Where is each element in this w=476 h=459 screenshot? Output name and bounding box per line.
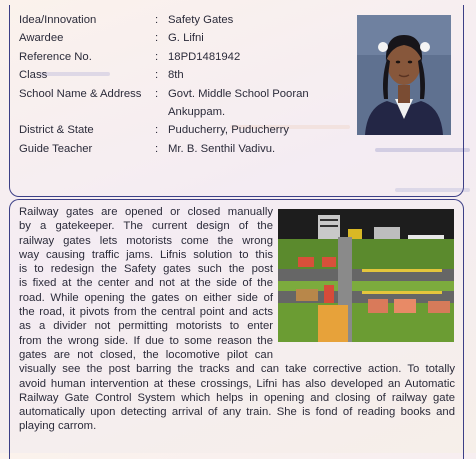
text-line: railway gates lets motorists come the wrong: [19, 234, 273, 247]
text-line: Railway gates are opened or closed manually: [19, 206, 273, 218]
detail-label: Guide Teacher: [19, 142, 93, 155]
text-line: avoid human intervention at these crossings, Lifni has also developed an Automatic: [19, 377, 455, 390]
detail-value: 18PD1481942: [168, 50, 241, 63]
text-line: as a divider not permitting motorists to enter: [19, 320, 273, 333]
detail-separator: :: [155, 50, 159, 63]
detail-label: Reference No.: [19, 50, 92, 63]
text-line: playing carrom.: [19, 420, 97, 433]
detail-value: Mr. B. Senthil Vadivu.: [168, 142, 276, 155]
text-line: gates are not closed, the locomotive pilot can: [19, 348, 273, 361]
text-line: by a gatekeeper. The current design of the: [19, 220, 273, 233]
detail-row-guide: [19, 140, 309, 158]
profile-details: [19, 11, 309, 158]
school-name: Govt. Middle School Pooran: [168, 87, 309, 100]
text-line: road. While opening the gates on either side of: [19, 291, 273, 304]
text-line: is to redesign the Safety gates such the post: [19, 263, 273, 276]
detail-label: Idea/Innovation: [19, 14, 97, 26]
detail-label: Awardee: [19, 32, 64, 45]
school-address: Ankuppam.: [168, 106, 226, 119]
text-line: automatically upon detecting arrival of any train. She is fond of reading books and: [19, 406, 455, 419]
detail-separator: :: [155, 124, 159, 137]
detail-separator: :: [155, 87, 159, 100]
description-text: [19, 205, 455, 434]
detail-row-district: [19, 121, 309, 139]
detail-row-idea: [19, 11, 309, 29]
text-line: the road, it pivots from the central point and acts: [19, 306, 273, 319]
detail-value: 8th: [168, 69, 184, 82]
detail-value: [168, 85, 309, 122]
detail-label: Class: [19, 69, 48, 82]
text-line: is fixed at the center and not at the side of the: [19, 277, 273, 290]
detail-row-class: [19, 66, 309, 84]
detail-row-school: [19, 85, 309, 122]
text-line: way causing traffic jams. Lifnis solution to this: [19, 248, 273, 261]
detail-value: G. Lifni: [168, 32, 204, 45]
awardee-photo: [357, 15, 451, 135]
detail-separator: :: [155, 32, 159, 45]
detail-value: Puducherry, Puducherry: [168, 124, 289, 137]
text-line: from the wrong side. If due to some reason the: [19, 334, 273, 347]
detail-separator: :: [155, 142, 159, 155]
text-line: visually see the post barring the tracks and can take corrective action. To totally: [19, 363, 455, 376]
text-line: Railway Gate Control System which helps in opening and closing of railway gate: [19, 391, 455, 404]
detail-label: School Name & Address: [19, 87, 142, 100]
detail-row-awardee: [19, 29, 309, 47]
detail-separator: :: [155, 14, 159, 26]
detail-value: Safety Gates: [168, 14, 234, 26]
detail-row-reference: [19, 48, 309, 66]
detail-separator: :: [155, 69, 159, 82]
detail-label: District & State: [19, 124, 94, 137]
